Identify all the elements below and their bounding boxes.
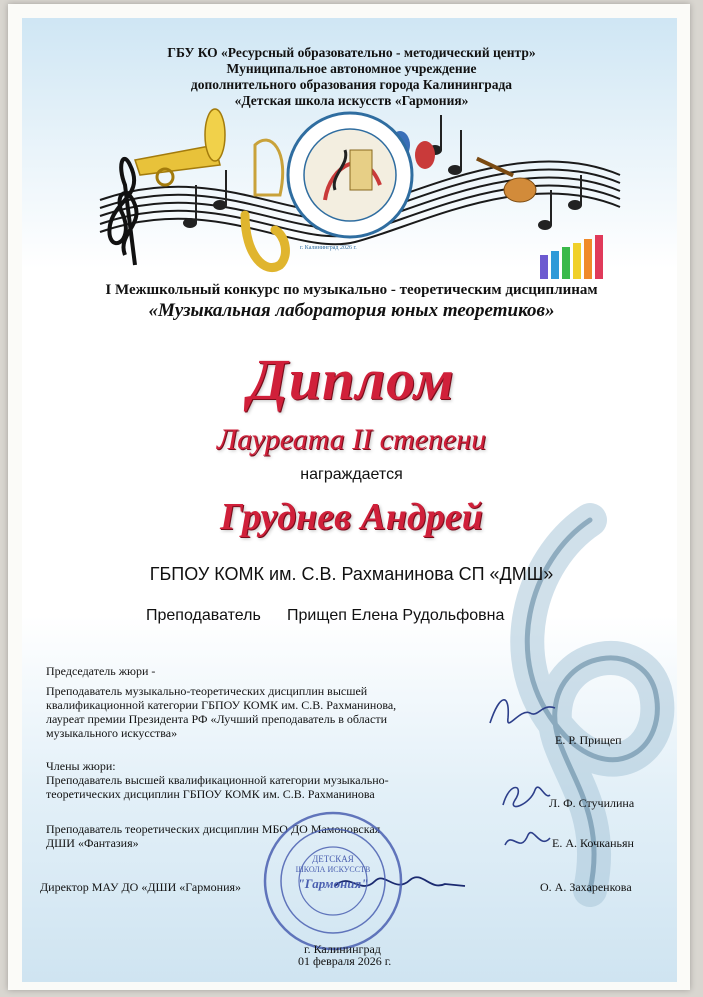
stamp-inner-1: ДЕТСКАЯ bbox=[312, 854, 354, 864]
xylophone-icon bbox=[540, 235, 603, 279]
contest-title: I Межшкольный конкурс по музыкально - теоретическим дисциплинам bbox=[105, 282, 598, 298]
jury-chair-desc-2: квалификационной категории ГБПОУ КОМК им. С.В. Рахманинова, bbox=[46, 698, 397, 712]
footer-city: г. Калининград bbox=[304, 942, 381, 956]
recipient-name: Груднев Андрей bbox=[220, 496, 483, 538]
diploma-heading: Диплом bbox=[248, 347, 455, 412]
awarded-label: награждается bbox=[300, 466, 403, 483]
teacher-name: Прищеп Елена Рудольфовна bbox=[287, 607, 505, 624]
teacher-label: Преподаватель bbox=[146, 607, 261, 624]
member2-desc-2: ДШИ «Фантазия» bbox=[46, 836, 139, 850]
header-line-3: дополнительного образования города Калининграда bbox=[190, 77, 513, 92]
stamp-inner-2: ШКОЛА ИСКУССТВ bbox=[295, 865, 371, 874]
jury-chair-name: Е. Р. Прищеп bbox=[555, 733, 622, 747]
jury-chair-desc-4: музыкального искусства» bbox=[46, 726, 178, 740]
jury-chair-desc-3: лауреат премии Президента РФ «Лучший преподаватель в области bbox=[46, 712, 387, 726]
header-line-4: «Детская школа искусств «Гармония» bbox=[234, 93, 469, 108]
member1-desc-1: Преподаватель высшей квалификационной категории музыкально- bbox=[46, 773, 389, 787]
recipient-school: ГБПОУ КОМК им. С.В. Рахманинова СП «ДМШ» bbox=[149, 564, 554, 584]
trumpet-icon bbox=[135, 109, 225, 185]
member2-name: Е. А. Кочканьян bbox=[552, 836, 634, 850]
music-illustration bbox=[95, 105, 625, 295]
jury-members-label: Члены жюри: bbox=[46, 759, 116, 773]
header-line-1: ГБУ КО «Ресурсный образовательно - методический центр» bbox=[167, 45, 536, 60]
small-treble-clef-icon bbox=[109, 159, 136, 265]
diploma-degree: Лауреата II степени bbox=[216, 423, 487, 456]
signature-member2 bbox=[500, 820, 555, 860]
signature-chair bbox=[480, 688, 560, 738]
contest-name: «Музыкальная лаборатория юных теоретиков» bbox=[148, 300, 555, 321]
harp-icon bbox=[255, 140, 283, 195]
emblem-bottom-text: г. Калининград 2026 г. bbox=[300, 245, 357, 251]
jury-chair-desc-1: Преподаватель музыкально-теоретических дисциплин высшей bbox=[46, 684, 368, 698]
member1-desc-2: теоретических дисциплин ГБПОУ КОМК им. С.В. Рахманинова bbox=[46, 787, 375, 801]
director-name: О. А. Захаренкова bbox=[540, 880, 632, 894]
director-label: Директор МАУ ДО «ДШИ «Гармония» bbox=[40, 880, 242, 894]
signature-member1 bbox=[495, 775, 555, 820]
contest-emblem bbox=[288, 113, 412, 237]
member1-name: Л. Ф. Стучилина bbox=[549, 796, 635, 810]
treble-clef-icon bbox=[440, 500, 690, 920]
header-line-2: Муниципальное автономное учреждение bbox=[226, 61, 477, 76]
jury-chair-label: Председатель жюри - bbox=[46, 664, 156, 678]
stamp-inner-3: "Гармония" bbox=[297, 876, 369, 891]
official-stamp bbox=[262, 810, 404, 952]
member2-desc-1: Преподаватель теоретических дисциплин МБО ДО Мамоновская bbox=[46, 822, 381, 836]
footer-date: 01 февраля 2026 г. bbox=[298, 954, 392, 968]
